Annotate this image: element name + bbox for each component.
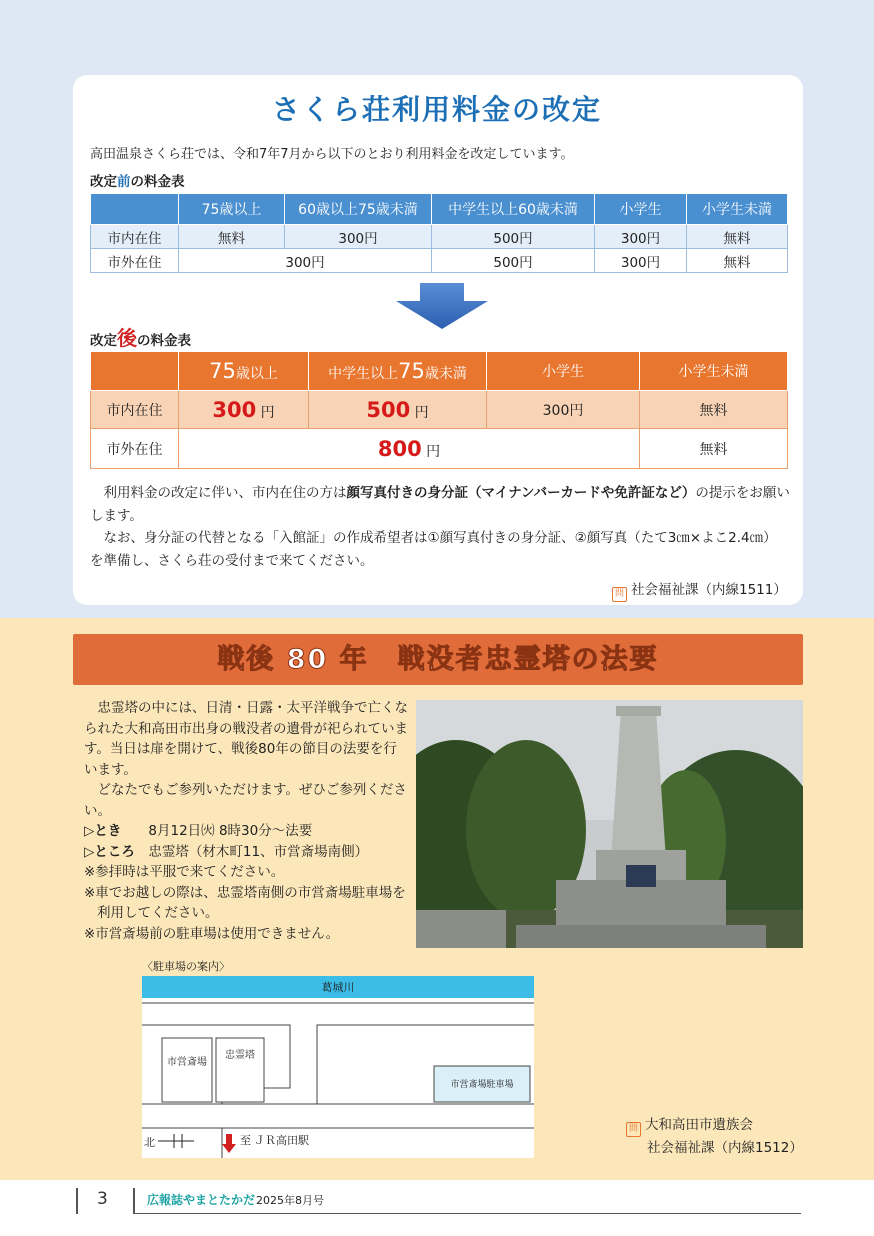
table-header-row: 75歳以上 中学生以上75歳未満 小学生 小学生未満: [91, 352, 788, 391]
map-station-label: 至 ＪＲ高田駅: [240, 1135, 310, 1147]
before-fee-table: [90, 193, 788, 273]
map-north-label: 北: [144, 1137, 155, 1149]
table-row: 市内在住 300 円 500 円 300円 無料: [91, 391, 788, 429]
issue-date: 2025年8月号: [256, 1194, 324, 1207]
section1-title: さくら荘利用料金の改定: [271, 93, 602, 126]
map-river-label: 葛城川: [321, 982, 355, 994]
section2-title: 戦後 80 年 戦没者忠霊塔の法要: [217, 644, 659, 675]
map-title: 〈駐車場の案内〉: [142, 961, 230, 973]
section2-body: 忠霊塔の中には、日清・日露・太平洋戦争で亡くなられた大和高田市出身の戦没者の遺骨が祀られています。当日は扉を開けて、戦後80年の節目の法要を行います。 どなたでもご参列いただけます。ぜひご参列ください。 ▷とき 8月12日㈫ 8時30分～法要 ▷ところ 忠霊塔（材木町11、市営斎場南側） ※参拝時は平服で来てください。 ※車でお越しの際は、忠霊塔南側の市営斎場駐車場を利用してください。 ※市営斎場前の駐車場は使用できません。: [84, 700, 408, 942]
section1-paragraph: 利用料金の改定に伴い、市内在住の方は顔写真付きの身分証（マイナンバーカードや免許証など）の提示をお願いします。: [90, 485, 790, 524]
after-table-label: 改定後の料金表: [90, 326, 191, 350]
inquiry-icon: 問: [626, 1122, 641, 1137]
map-parking-label: 市営斎場駐車場: [450, 1079, 514, 1089]
map-saijo-label: 市営斎場: [167, 1057, 207, 1068]
parking-map: [142, 958, 542, 1158]
table-header-row: 75歳以上 60歳以上75歳未満 中学生以上60歳未満 小学生 小学生未満: [91, 194, 788, 225]
after-fee-table: [90, 351, 788, 469]
section1-intro: 高田温泉さくら荘では、令和7年7月から以下のとおり利用料金を改定しています。: [90, 147, 574, 162]
memorial-tower-photo: [416, 700, 803, 948]
inquiry-icon: 問: [612, 587, 627, 602]
table-row: 市外在住 800 円 無料: [91, 429, 788, 469]
section1-paragraph-2: なお、身分証の代替となる「入館証」の作成希望者は①顔写真付きの身分証、②顔写真（たて3㎝×よこ2.4㎝）を準備し、さくら荘の受付まで来てください。: [90, 530, 777, 569]
down-arrow-icon: [396, 283, 488, 329]
section1-contact: 問 社会福祉課（内線1511）: [612, 578, 787, 602]
page-number: 3: [97, 1189, 108, 1209]
table-row: 市内在住 無料 300円 500円 300円 無料: [91, 225, 788, 249]
before-table-label: 改定前の料金表: [90, 174, 185, 190]
section2-contact: 問 大和高田市遺族会 社会福祉課（内線1512）: [626, 1114, 803, 1159]
map-tower-label: 忠霊塔: [225, 1050, 255, 1061]
page-footer: [0, 1180, 874, 1236]
magazine-name: 広報誌やまとたかだ: [147, 1193, 256, 1207]
table-row: 市外在住 300円 500円 300円 無料: [91, 249, 788, 273]
